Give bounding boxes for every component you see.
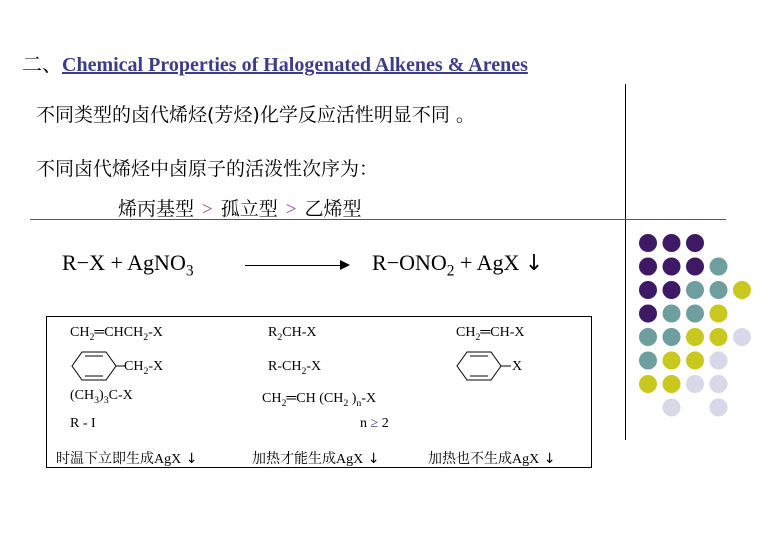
precipitate-arrow: ↓ [524, 251, 544, 276]
statement-order-intro: 不同卤代烯烃中卤原子的活泼性次序为： [36, 158, 379, 180]
decorative-dot [663, 305, 681, 323]
decorative-dot [710, 375, 728, 393]
decorative-dot [686, 234, 704, 252]
benzene-ring-1 [72, 352, 126, 380]
decorative-dot [663, 352, 681, 370]
col1-allyl-halide: $CH_2═CHCH_2-X$ [70, 325, 163, 343]
decorative-dot-grid [639, 234, 751, 417]
col2-primary-halide: $R-CH_2-X$ [268, 359, 322, 377]
decorative-dot [663, 328, 681, 346]
products-agx: + AgX [454, 250, 520, 275]
products-subscript: 2 [446, 262, 455, 280]
title-prefix: 二、 [22, 52, 62, 76]
decorative-dot [710, 281, 728, 299]
decorative-dot [686, 281, 704, 299]
decorative-dot [639, 305, 657, 323]
decorative-dot [663, 234, 681, 252]
decorative-dot [639, 328, 657, 346]
decorative-dot [686, 328, 704, 346]
decorative-dot [639, 375, 657, 393]
col2-secondary-halide: $R_2CH-X$ [268, 325, 317, 343]
statement-reactivity: 不同类型的卤代烯烃(芳烃)化学反应活性明显不同 。 [36, 104, 475, 126]
order-allylic: 烯丙基型 [118, 198, 195, 220]
col1-benzyl-halide: $CH_2-X$ [124, 359, 164, 377]
products-text: R−ONO [372, 250, 447, 275]
decorative-dot [686, 375, 704, 393]
decorative-dot [686, 258, 704, 276]
col1-footer: 时温下立即生成AgX ↓ [56, 451, 198, 467]
benzene-ring-2 [457, 352, 511, 380]
order-gt-1: > [202, 199, 213, 220]
decorative-dot [663, 281, 681, 299]
decorative-dot [663, 375, 681, 393]
decorative-dot [710, 352, 728, 370]
decorative-dot [639, 234, 657, 252]
decorative-dot [710, 399, 728, 417]
decorative-dot [639, 352, 657, 370]
col2-isolated-alkene-halide: $CH_2═CH$ ($CH_2$ )$_n-X$ [262, 391, 377, 409]
decorative-dot [733, 281, 751, 299]
col2-footer: 加热才能生成AgX ↓ [252, 451, 380, 467]
reactants-subscript: 3 [185, 262, 194, 280]
order-vinylic: 乙烯型 [304, 198, 362, 220]
col3-footer: 加热也不生成AgX ↓ [428, 451, 556, 467]
col3-aryl-halide-x: X [512, 359, 523, 374]
col2-n-condition: n ≥ 2 [360, 416, 389, 431]
decorative-dot [686, 305, 704, 323]
decorative-dot [639, 258, 657, 276]
decorative-dot [710, 328, 728, 346]
col1-iodide: R - I [70, 416, 96, 431]
col3-vinyl-halide: $CH_2═CH-X$ [456, 325, 525, 343]
decorative-dot [733, 328, 751, 346]
decorative-dot [710, 305, 728, 323]
decorative-dot [663, 399, 681, 417]
decorative-dot [639, 281, 657, 299]
col1-tert-halide: $(CH_3)_3C-X$ [70, 388, 133, 406]
order-isolated: 孤立型 [220, 198, 278, 220]
decorative-dot [710, 258, 728, 276]
decorative-dot [686, 352, 704, 370]
title-english[interactable]: Chemical Properties of Halogenated Alkenes & Arenes [62, 54, 528, 76]
decorative-dot [663, 258, 681, 276]
reactants-text: R−X + AgNO [62, 250, 186, 275]
order-gt-2: > [285, 199, 297, 220]
